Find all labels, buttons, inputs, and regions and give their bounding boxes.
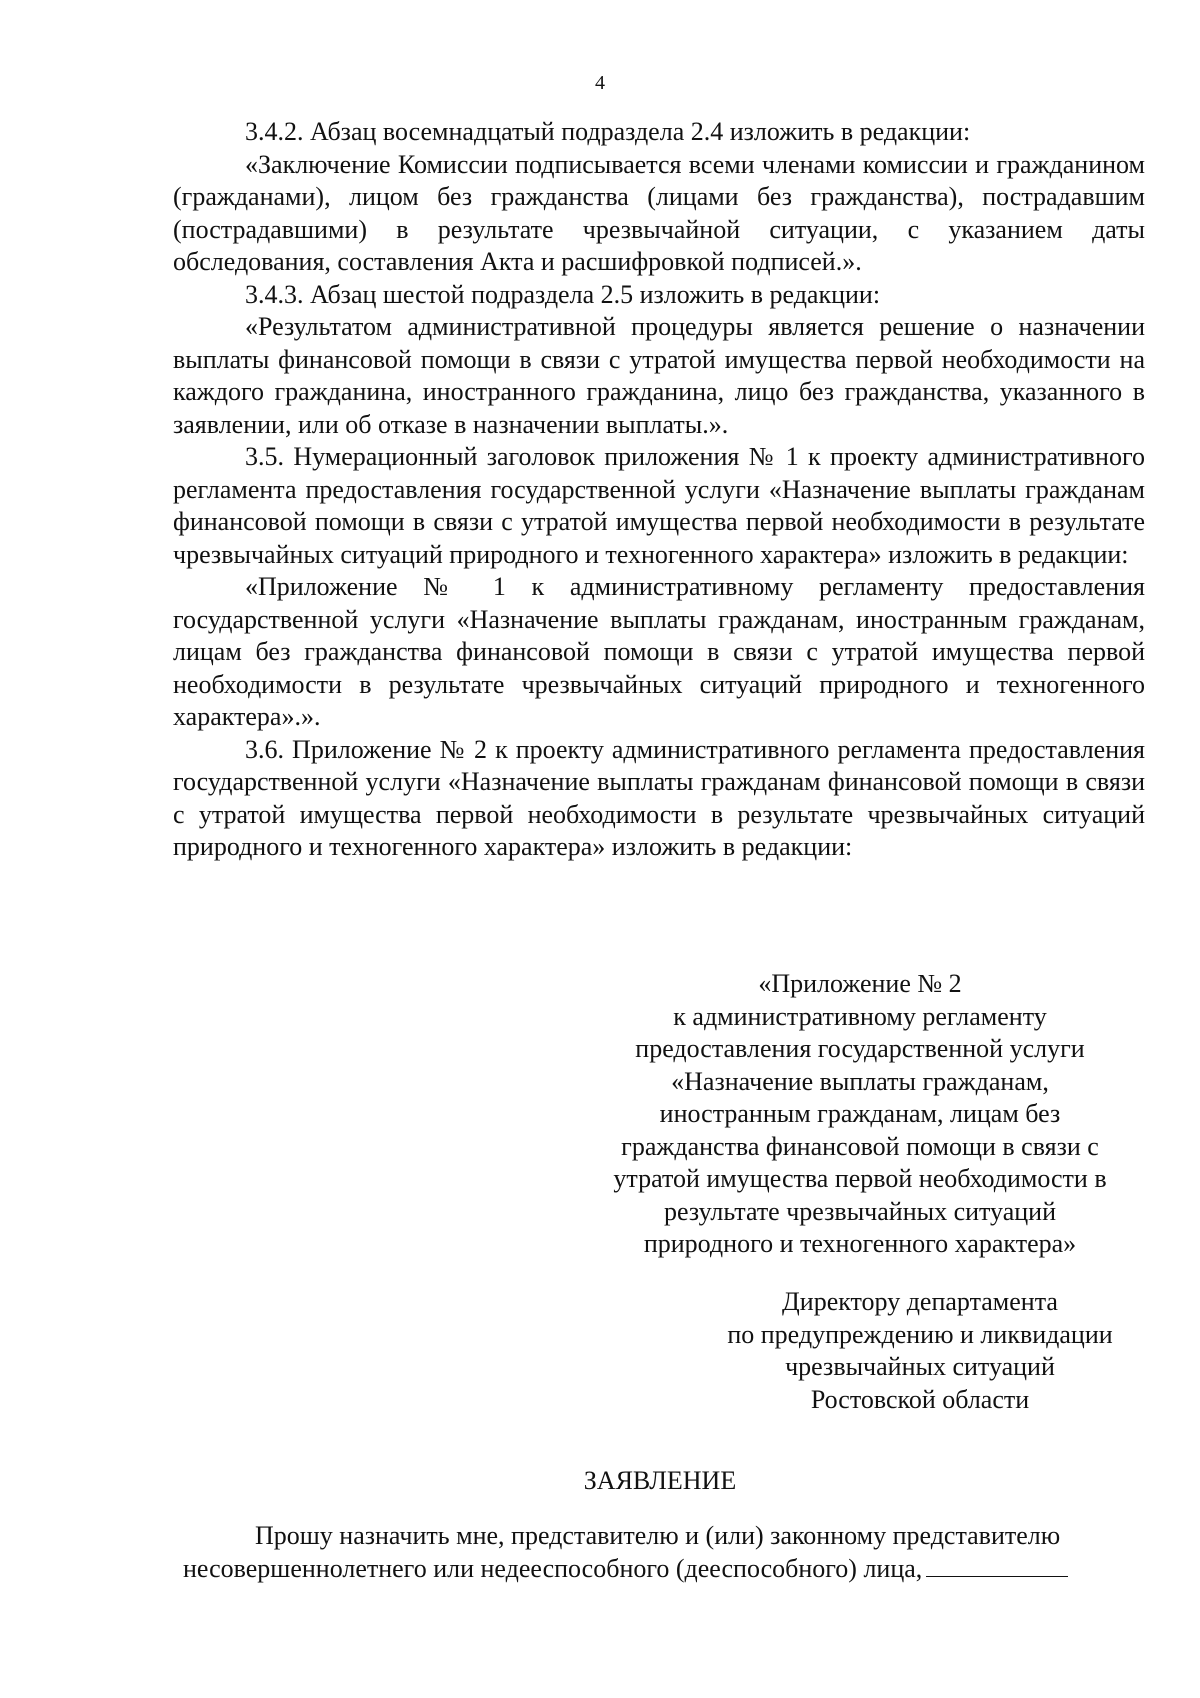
appendix-line: утратой имущества первой необходимости в [613, 1164, 1107, 1193]
appendix-line: «Назначение выплаты гражданам, [671, 1066, 1049, 1096]
page-number: 4 [595, 72, 605, 94]
statement-title: ЗАЯВЛЕНИЕ [583, 1466, 737, 1495]
paragraph-3-6: 3.6. Приложение № 2 к проекту административного регламента предоставления государственной услуги «Назначение выплаты гражданам финансовой помощи в связи с утратой имущества первой необходимости в результате чрезвычайных ситуаций природного и техногенного характера» изложить в редакции: [173, 734, 1145, 861]
addressee-line: по предупреждению и ликвидации [727, 1319, 1113, 1349]
statement-line-with-blank [183, 1553, 1140, 1586]
statement-line: несовершеннолетнего или недееспособного (дееспособного) лица, [183, 1553, 923, 1583]
paragraph-appendix-1-title: «Приложение № 1 к административному регламенту предоставления государственной услуги «Назначение выплаты гражданам, иностранным гражданам, лицам без гражданства финансовой помощи в связи с утратой имущества первой необходимости в результате чрезвычайных ситуаций природного и техногенного характера».». [173, 572, 1145, 731]
paragraph-3-4-2: 3.4.2. Абзац восемнадцатый подраздела 2.4 изложить в редакции: [245, 117, 971, 146]
appendix-line: результате чрезвычайных ситуаций [663, 1196, 1056, 1226]
paragraph-procedure-result: «Результатом административной процедуры является решение о назначении выплаты финансовой помощи в связи с утратой имущества первой необходимости на каждого гражданина, иностранного гражданина, лицо без гражданства, указанного в заявлении, или об отказе в назначении выплаты.». [173, 312, 1145, 439]
addressee-line: чрезвычайных ситуаций [785, 1352, 1055, 1381]
addressee-line: Ростовской области [810, 1384, 1030, 1414]
addressee-block [690, 1286, 1150, 1416]
appendix-2-header [585, 968, 1135, 1261]
paragraph-3-4-3: 3.4.3. Абзац шестой подраздела 2.5 изложить в редакции: [245, 279, 881, 309]
fill-in-blank[interactable] [926, 1554, 1068, 1577]
document-body [173, 116, 1145, 864]
appendix-line: «Приложение № 2 [758, 969, 962, 998]
appendix-line: гражданства финансовой помощи в связи с [621, 1131, 1099, 1161]
paragraph-commission-conclusion: «Заключение Комиссии подписывается всеми членами комиссии и гражданином (гражданами), лицом без гражданства (лицами без гражданства), пострадавшим (пострадавшими) в результате чрезвычайной ситуации, с указанием даты обследования, составления Акта и расшифровкой подписей.». [173, 149, 1145, 276]
statement-body [183, 1520, 1140, 1585]
appendix-line: предоставления государственной услуги [635, 1034, 1085, 1063]
paragraph-3-5: 3.5. Нумерационный заголовок приложения № 1 к проекту административного регламента предоставления государственной услуги «Назначение выплаты гражданам финансовой помощи в связи с утратой имущества первой необходимости в результате чрезвычайных ситуаций природного и техногенного характера» изложить в редакции: [173, 442, 1145, 569]
addressee-line: Директору департамента [782, 1287, 1058, 1316]
statement-line: Прошу назначить мне, представителю и (или) законному представителю [255, 1521, 1061, 1550]
appendix-line: природного и техногенного характера» [643, 1229, 1077, 1258]
appendix-line: к административному регламенту [673, 1001, 1047, 1031]
appendix-line: иностранным гражданам, лицам без [659, 1099, 1061, 1128]
